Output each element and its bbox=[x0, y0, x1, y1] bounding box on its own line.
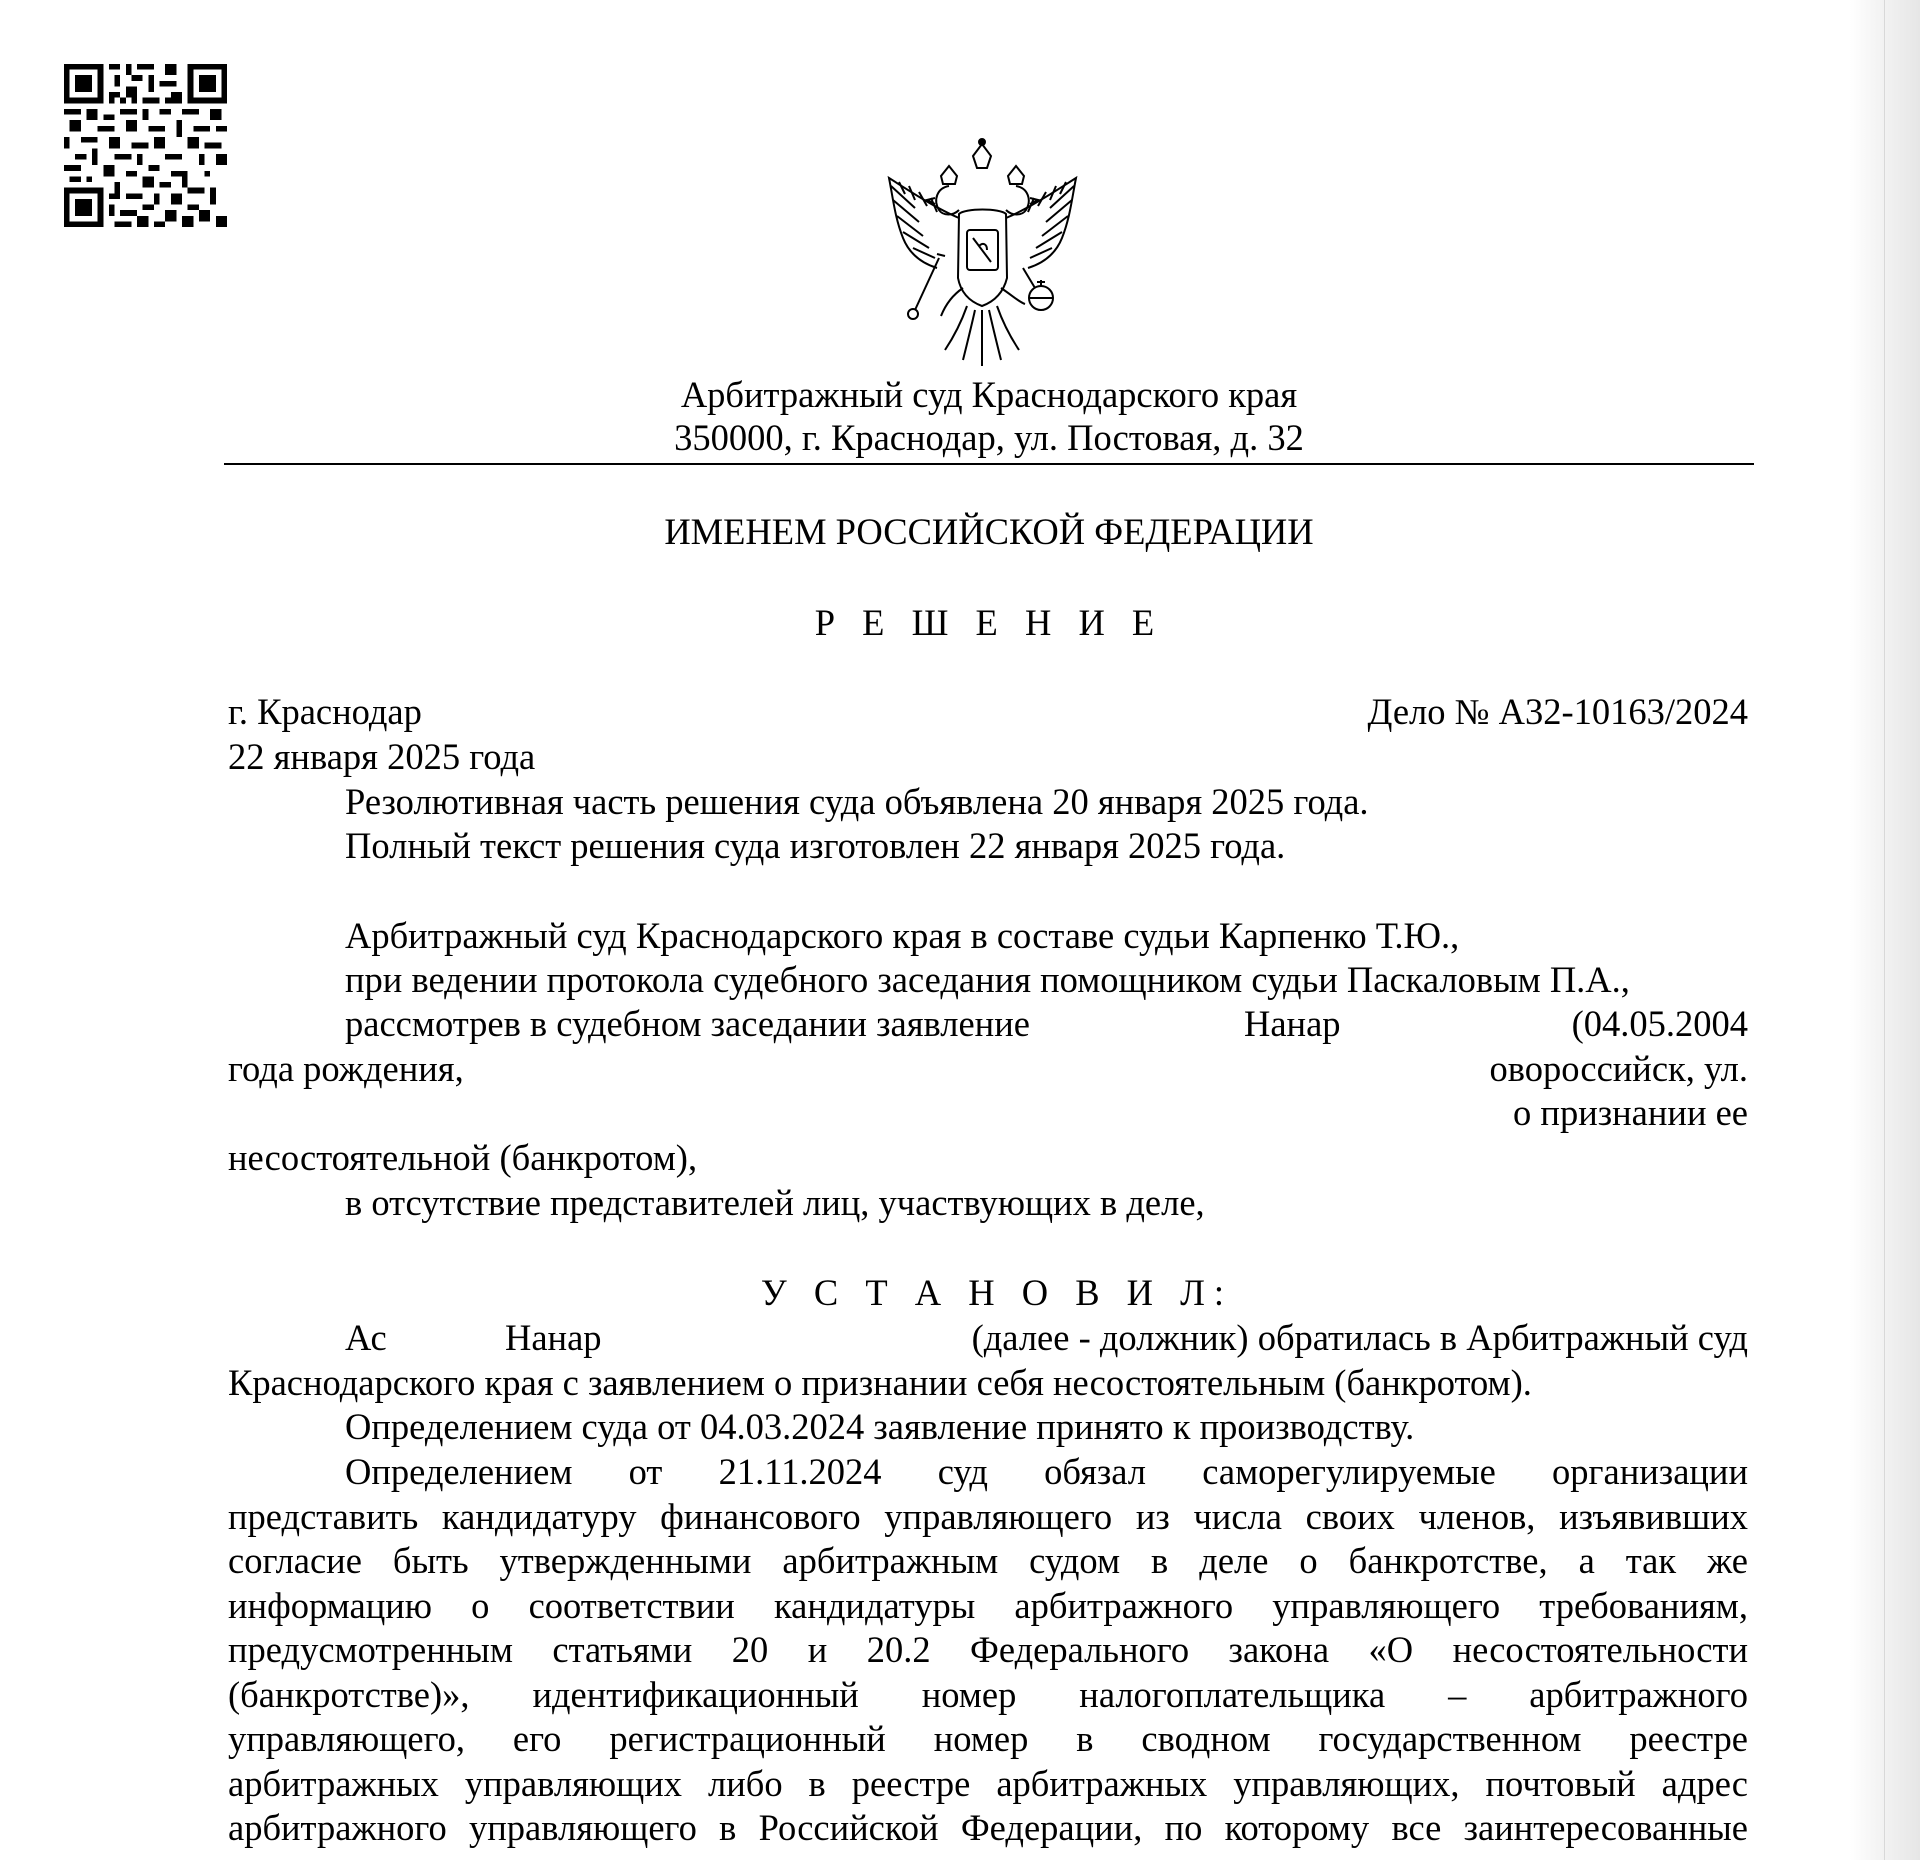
paragraph-line: представить кандидатуру финансового управляющего из числа своих членов, изъявивших bbox=[228, 1495, 1748, 1537]
debtor-name-start: Ас bbox=[345, 1317, 387, 1358]
established-heading: У С Т А Н О В И Л: bbox=[760, 1272, 1234, 1313]
paragraph-line: информацию о соответствии кандидатуры арбитражного управляющего требованиям, bbox=[228, 1584, 1748, 1626]
paragraph-line: Определением от 21.11.2024 суд обязал саморегулируемые организации bbox=[345, 1451, 1748, 1492]
protocol-keeper: при ведении протокола судебного заседания помощником судьи Паскаловым П.А., bbox=[345, 959, 1630, 1000]
acceptance-paragraph: Определением суда от 04.03.2024 заявление принято к производству. bbox=[345, 1406, 1415, 1447]
city: г. Краснодар bbox=[228, 691, 422, 732]
court-composition: Арбитражный суд Краснодарского края в составе судьи Карпенко Т.Ю., bbox=[345, 915, 1460, 956]
in-the-name-heading: ИМЕНЕМ РОССИЙСКОЙ ФЕДЕРАЦИИ bbox=[664, 511, 1314, 552]
application-line-start: рассмотрев в судебном заседании заявление bbox=[345, 1003, 1030, 1044]
debtor-name: Нанар bbox=[505, 1317, 602, 1358]
header-divider bbox=[224, 463, 1754, 465]
paragraph-line: (банкротстве)», идентификационный номер налогоплательщика – арбитражного bbox=[228, 1673, 1748, 1715]
address-fragment: овороссийск, ул. bbox=[1489, 1048, 1748, 1089]
paragraph-line: арбитражного управляющего в Российской Федерации, по которому все заинтересованные bbox=[228, 1807, 1748, 1848]
full-text-prepared: Полный текст решения суда изготовлен 22 января 2025 года. bbox=[345, 825, 1286, 866]
paragraph-line: предусмотренным статьями 20 и 20.2 Федерального закона «О несостоятельности bbox=[228, 1629, 1748, 1670]
court-address: 350000, г. Краснодар, ул. Постовая, д. 32 bbox=[674, 417, 1304, 458]
birth-line-start: года рождения, bbox=[228, 1048, 464, 1089]
application-subject: о признании ее bbox=[1513, 1092, 1748, 1133]
paragraph-line: согласие быть утвержденными арбитражным судом в деле о банкротстве, а так же bbox=[228, 1540, 1748, 1581]
coat-of-arms-icon bbox=[875, 138, 1090, 368]
applicant-name: Нанар bbox=[1244, 1003, 1341, 1044]
sro-obligation-paragraph bbox=[228, 1450, 1748, 1851]
paragraph-line: управляющего, его регистрационный номер в сводном государственном реестре bbox=[228, 1718, 1748, 1759]
case-number: Дело № А32-10163/2024 bbox=[1367, 691, 1748, 732]
decision-date: 22 января 2025 года bbox=[228, 736, 536, 777]
application-subject-end: несостоятельной (банкротом), bbox=[228, 1137, 698, 1178]
page-right-shadow bbox=[1850, 0, 1920, 1860]
court-name: Арбитражный суд Краснодарского края bbox=[680, 374, 1298, 415]
debtor-appeal: (далее - должник) обратилась в Арбитражный суд bbox=[971, 1317, 1748, 1358]
applicant-birthdate: (04.05.2004 bbox=[1571, 1003, 1748, 1044]
debtor-appeal-end: Краснодарского края с заявлением о признании себя несостоятельным (банкротом). bbox=[228, 1362, 1532, 1403]
absence-of-representatives: в отсутствие представителей лиц, участвующих в деле, bbox=[345, 1182, 1205, 1223]
page-edge bbox=[1884, 0, 1885, 1860]
decision-title: Р Е Ш Е Н И Е bbox=[814, 602, 1164, 643]
qr-code-icon bbox=[64, 64, 227, 227]
resolution-announced: Резолютивная часть решения суда объявлена 20 января 2025 года. bbox=[345, 781, 1369, 822]
paragraph-line: арбитражных управляющих либо в реестре арбитражных управляющих, почтовый адрес bbox=[228, 1762, 1748, 1804]
